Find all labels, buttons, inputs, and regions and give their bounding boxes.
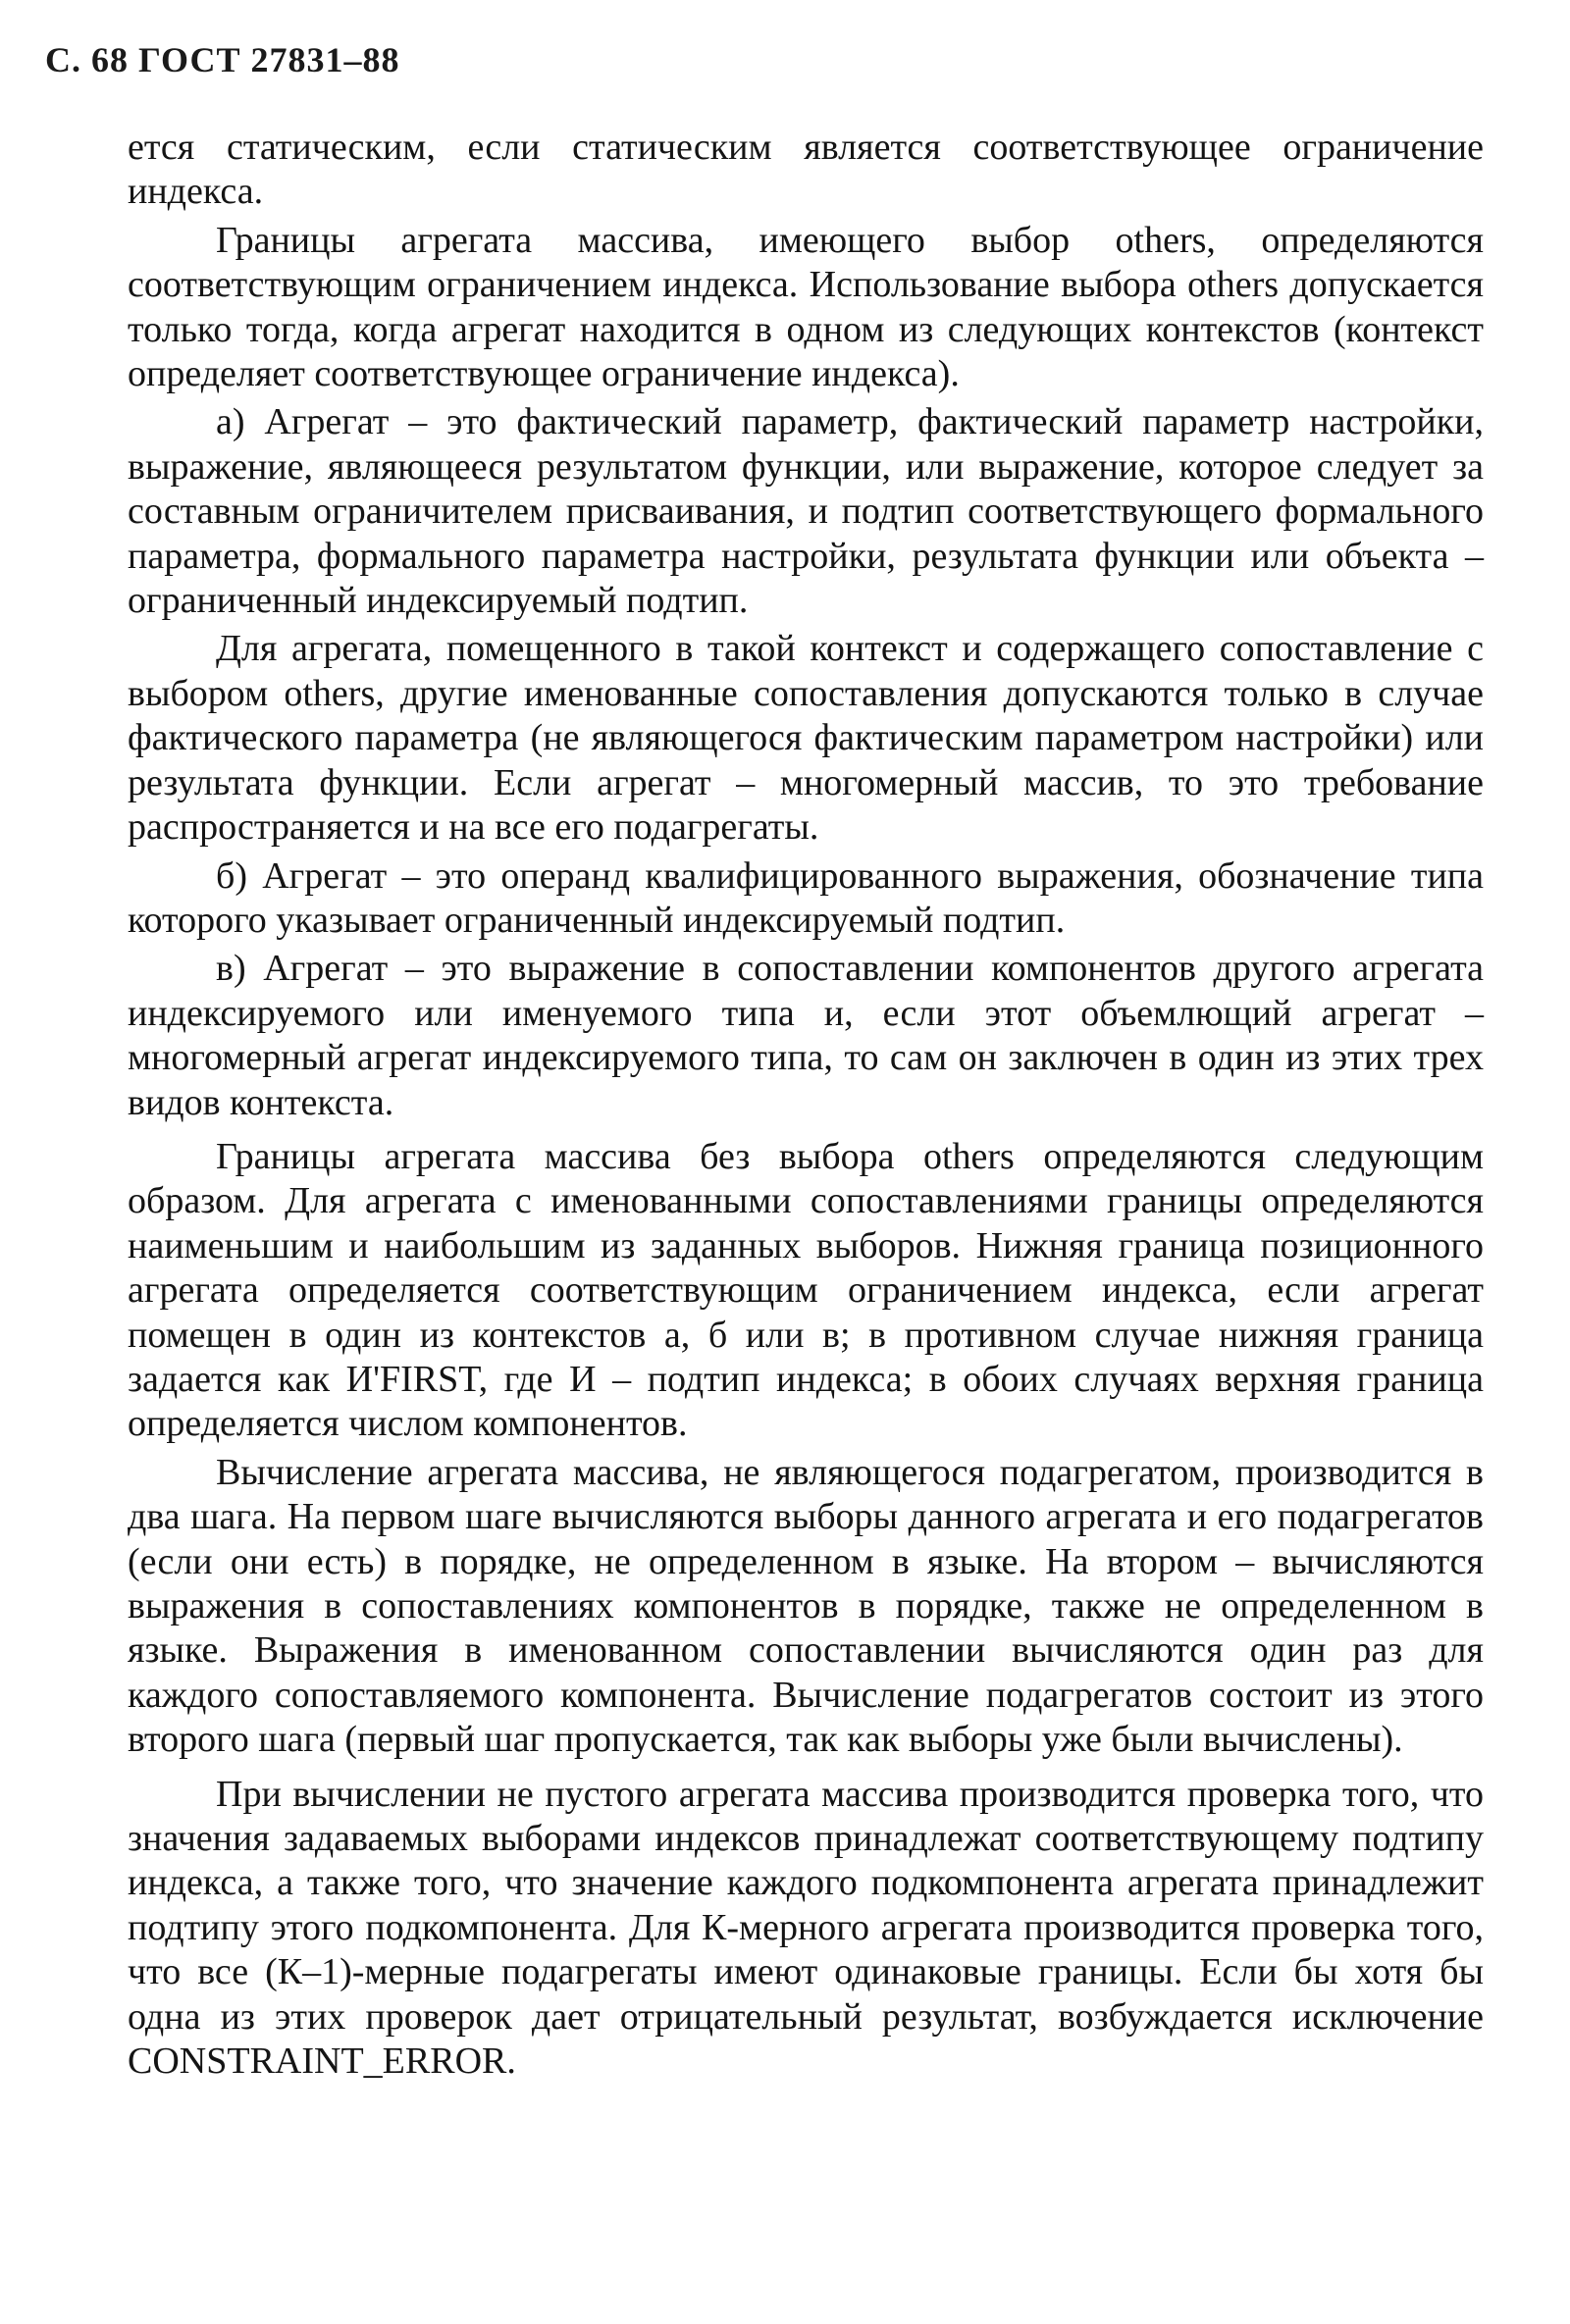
body-text	[128, 126, 1484, 2088]
paragraph-others-bounds: Границы агрегата массива, имеющего выбор others, определяются соответствующим ограничением индекса. Использование выбора others допускается только тогда, когда агрегат находится в одном из следующих контекстов (контекст определяет соответствующее ограничение индекса).	[128, 219, 1484, 395]
paragraph-others-named: Для агрегата, помещенного в такой контекст и содержащего сопоставление с выбором others, другие именованные сопоставления допускаются только в случае фактического параметра (не являющегося фактическим параметром настройки) или результата функции. Если агрегат – многомерный массив, то это требование распространяется и на все его подагрегаты.	[128, 628, 1484, 849]
running-header: С. 68 ГОСТ 27831–88	[45, 40, 400, 79]
paragraph-evaluation: Вычисление агрегата массива, не являющегося подагрегатом, производится в два шага. На первом шаге вычисляются выборы данного агрегата и его подагрегатов (если они есть) в порядке, не определенном в языке. На втором – вычисляются выражения в сопоставлениях компонентов в порядке, также не определенном в языке. Выражения в именованном сопоставлении вычисляются один раз для каждого сопоставляемого компонента. Вычисление подагрегатов состоит из этого второго шага (первый шаг пропускается, так как выборы уже были вычислены).	[128, 1451, 1484, 1761]
paragraph-bounds-without-others: Границы агрегата массива без выбора others определяются следующим образом. Для агрегата с именованными сопоставлениями границы определяются наименьшим и наибольшим из заданных выборов. Нижняя граница позиционного агрегата определяется соответствующим ограничением индекса, если агрегат помещен в один из контекстов а, б или в; в противном случае нижняя граница задается как И'FIRST, где И – подтип индекса; в обоих случаях верхняя граница определяется числом компонентов.	[128, 1135, 1484, 1445]
paragraph-checks: При вычислении не пустого агрегата массива производится проверка того, что значения задаваемых выборами индексов принадлежат соответствующему подтипу индекса, а также того, что значение каждого подкомпонента агрегата принадлежит подтипу этого подкомпонента. Для К-мерного агрегата производится проверка того, что все (К–1)-мерные подагрегаты имеют одинаковые границы. Если бы хотя бы одна из этих проверок дает отрицательный результат, возбуждается исключение CONSTRAINT_ERROR.	[128, 1773, 1484, 2083]
paragraph-context-a: а) Агрегат – это фактический параметр, фактический параметр настройки, выражение, являющееся результатом функции, или выражение, которое следует за составным ограничителем присваивания, и подтип соответствующего формального параметра, формального параметра настройки, результата функции или объекта – ограниченный индексируемый подтип.	[128, 401, 1484, 622]
paragraph-continuation: ется статическим, если статическим является соответствующее ограничение индекса.	[128, 127, 1484, 213]
paragraph-context-v: в) Агрегат – это выражение в сопоставлении компонентов другого агрегата индексируемого или именуемого типа и, если этот объемлющий агрегат – многомерный агрегат индексируемого типа, то сам он заключен в один из этих трех видов контекста.	[128, 948, 1484, 1123]
paragraph-context-b: б) Агрегат – это операнд квалифицированного выражения, обозначение типа которого указывает ограниченный индексируемый подтип.	[128, 854, 1484, 941]
